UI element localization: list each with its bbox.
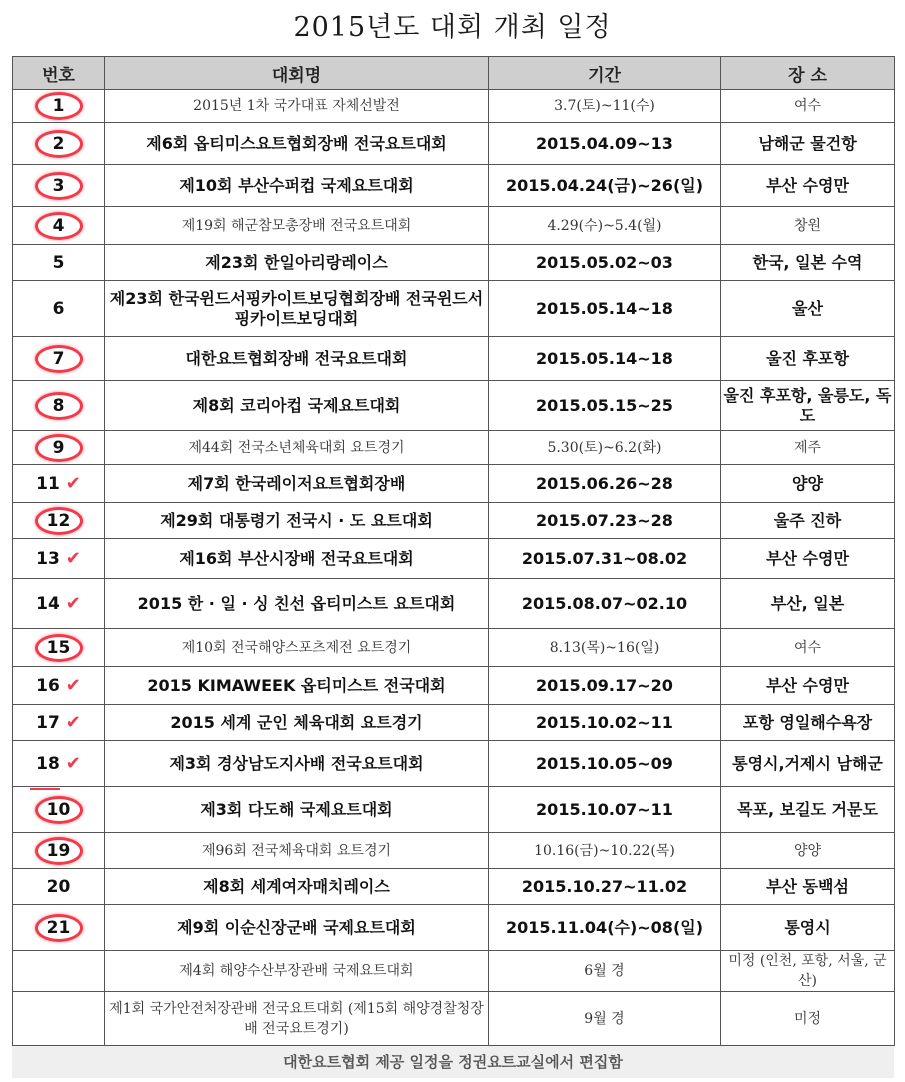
table-row [13, 741, 895, 787]
row-number: 7 [35, 345, 83, 373]
row-number: 1 [35, 92, 83, 120]
row-place: 통영시 [721, 905, 895, 951]
row-period: 2015.07.31~08.02 [489, 539, 721, 579]
row-period: 2015.06.26~28 [489, 465, 721, 503]
row-event-name: 제3회 다도해 국제요트대회 [105, 787, 489, 833]
row-number-cell [13, 281, 105, 337]
page-title: 2015년도 대회 개최 일정 [293, 12, 612, 43]
row-number-cell [13, 431, 105, 465]
header-period: 기간 [489, 57, 721, 90]
row-event-name: 제96회 전국체육대회 요트경기 [105, 833, 489, 869]
row-number: 6 [52, 298, 65, 319]
row-event-name: 대한요트협회장배 전국요트대회 [105, 337, 489, 381]
row-event-name: 제3회 경상남도지사배 전국요트대회 [105, 741, 489, 787]
table-row [13, 705, 895, 741]
row-number: 4 [35, 212, 83, 240]
row-number: 15 [35, 634, 83, 662]
table-row [13, 123, 895, 165]
row-place: 부산, 일본 [721, 579, 895, 629]
row-place: 양양 [721, 833, 895, 869]
table-row [13, 207, 895, 245]
header-name: 대회명 [105, 57, 489, 90]
table-row [13, 245, 895, 281]
row-number-cell [13, 337, 105, 381]
check-mark-icon: ✔ [65, 753, 81, 774]
row-number-cell [13, 833, 105, 869]
row-number: 18 [36, 754, 60, 774]
red-underline-mark [30, 788, 60, 790]
table-row [13, 992, 895, 1046]
row-place: 부산 동백섬 [721, 869, 895, 905]
table-row [13, 833, 895, 869]
row-period: 2015.10.07~11 [489, 787, 721, 833]
check-mark-icon: ✔ [65, 712, 81, 733]
row-event-name: 제10회 부산수퍼컵 국제요트대회 [105, 165, 489, 207]
row-event-name: 제1회 국가안전처장관배 전국요트대회 (제15회 해양경찰청장배 전국요트경기) [105, 992, 489, 1046]
row-place: 제주 [721, 431, 895, 465]
row-place: 통영시,거제시 남해군 [721, 741, 895, 787]
table-row [13, 431, 895, 465]
row-number: 14 [36, 594, 60, 614]
row-number: 13 [36, 549, 60, 569]
row-number-cell [13, 207, 105, 245]
row-number: 12 [35, 507, 83, 535]
row-number-cell [13, 165, 105, 207]
row-period: 2015.07.23~28 [489, 503, 721, 539]
table-row [13, 869, 895, 905]
table-row [13, 90, 895, 123]
row-period: 2015.05.15~25 [489, 381, 721, 431]
row-number: 9 [35, 434, 83, 462]
row-period: 8.13(목)~16(일) [489, 629, 721, 667]
row-period: 10.16(금)~10.22(목) [489, 833, 721, 869]
row-event-name: 제9회 이순신장군배 국제요트대회 [105, 905, 489, 951]
row-number-cell [13, 905, 105, 951]
table-row [13, 337, 895, 381]
row-period: 6월 경 [489, 951, 721, 992]
row-event-name: 제16회 부산시장배 전국요트대회 [105, 539, 489, 579]
table-row [13, 381, 895, 431]
row-period: 2015.10.27~11.02 [489, 869, 721, 905]
row-number: 16 [36, 676, 60, 696]
row-event-name: 2015 세계 군인 체육대회 요트경기 [105, 705, 489, 741]
row-place: 부산 수영만 [721, 667, 895, 705]
table-row [13, 503, 895, 539]
table-row [13, 281, 895, 337]
row-number: 21 [35, 914, 83, 942]
header-place: 장 소 [721, 57, 895, 90]
table-row [13, 629, 895, 667]
table-row [13, 165, 895, 207]
row-number-cell [13, 629, 105, 667]
row-place: 포항 영일해수욕장 [721, 705, 895, 741]
row-event-name: 제44회 전국소년체육대회 요트경기 [105, 431, 489, 465]
row-number: 5 [52, 252, 65, 273]
row-place: 미정 (인천, 포항, 서울, 군산) [721, 951, 895, 992]
check-mark-icon: ✔ [65, 675, 81, 696]
table-row [13, 905, 895, 951]
row-number-cell [13, 787, 105, 833]
row-period: 2015.11.04(수)~08(일) [489, 905, 721, 951]
row-event-name: 제8회 세계여자매치레이스 [105, 869, 489, 905]
row-place: 남해군 물건항 [721, 123, 895, 165]
check-mark-icon: ✔ [65, 593, 81, 614]
row-number-cell [13, 741, 105, 787]
row-event-name: 제23회 한일아리랑레이스 [105, 245, 489, 281]
row-number: 17 [36, 713, 60, 733]
row-period: 2015.05.14~18 [489, 337, 721, 381]
row-period: 2015.09.17~20 [489, 667, 721, 705]
row-place: 목포, 보길도 거문도 [721, 787, 895, 833]
row-place: 한국, 일본 수역 [721, 245, 895, 281]
row-event-name: 2015 한 · 일 · 싱 친선 옵티미스트 요트대회 [105, 579, 489, 629]
check-mark-icon: ✔ [65, 548, 81, 569]
row-place: 부산 수영만 [721, 165, 895, 207]
row-event-name: 제10회 전국해양스포츠제전 요트경기 [105, 629, 489, 667]
row-place: 울진 후포항 [721, 337, 895, 381]
row-number: 19 [35, 837, 83, 865]
row-number-cell [13, 381, 105, 431]
row-number-cell [13, 951, 105, 992]
row-number: 20 [46, 876, 71, 897]
row-number: 10 [35, 796, 83, 824]
row-period: 2015.08.07~02.10 [489, 579, 721, 629]
row-event-name: 2015년 1차 국가대표 자체선발전 [105, 90, 489, 123]
row-number-cell [13, 465, 105, 503]
row-place: 양양 [721, 465, 895, 503]
table-row [13, 951, 895, 992]
row-event-name: 제8회 코리아컵 국제요트대회 [105, 381, 489, 431]
table-row [13, 465, 895, 503]
schedule-table [12, 56, 895, 1046]
row-number: 8 [35, 392, 83, 420]
row-number: 2 [35, 130, 83, 158]
table-header-row [13, 57, 895, 90]
table-row [13, 539, 895, 579]
row-event-name: 제29회 대통령기 전국시 · 도 요트대회 [105, 503, 489, 539]
row-number-cell [13, 705, 105, 741]
row-place: 울주 진하 [721, 503, 895, 539]
table-row [13, 787, 895, 833]
row-period: 9월 경 [489, 992, 721, 1046]
table-row [13, 579, 895, 629]
row-number-cell [13, 579, 105, 629]
row-period: 2015.05.02~03 [489, 245, 721, 281]
row-number: 3 [35, 172, 83, 200]
row-period: 3.7(토)~11(수) [489, 90, 721, 123]
row-period: 2015.10.05~09 [489, 741, 721, 787]
table-body [13, 90, 895, 1046]
row-number-cell [13, 245, 105, 281]
row-place: 여수 [721, 629, 895, 667]
row-period: 4.29(수)~5.4(월) [489, 207, 721, 245]
row-number-cell [13, 992, 105, 1046]
row-place: 부산 수영만 [721, 539, 895, 579]
row-number-cell [13, 667, 105, 705]
row-event-name: 제4회 해양수산부장관배 국제요트대회 [105, 951, 489, 992]
row-event-name: 제23회 한국윈드서핑카이트보딩협회장배 전국윈드서핑카이트보딩대회 [105, 281, 489, 337]
row-place: 창원 [721, 207, 895, 245]
row-place: 여수 [721, 90, 895, 123]
row-number-cell [13, 90, 105, 123]
check-mark-icon: ✔ [65, 473, 81, 494]
row-place: 울진 후포항, 울릉도, 독도 [721, 381, 895, 431]
row-number-cell [13, 869, 105, 905]
row-number: 11 [36, 474, 60, 494]
row-event-name: 제19회 해군참모총장배 전국요트대회 [105, 207, 489, 245]
footer-note: 대한요트협회 제공 일정을 정권요트교실에서 편집함 [12, 1046, 894, 1078]
row-period: 2015.04.24(금)~26(일) [489, 165, 721, 207]
row-period: 2015.05.14~18 [489, 281, 721, 337]
table-row [13, 667, 895, 705]
row-number-cell [13, 539, 105, 579]
row-event-name: 2015 KIMAWEEK 옵티미스트 전국대회 [105, 667, 489, 705]
row-place: 미정 [721, 992, 895, 1046]
row-period: 2015.10.02~11 [489, 705, 721, 741]
row-number-cell [13, 503, 105, 539]
row-number-cell [13, 123, 105, 165]
row-event-name: 제6회 옵티미스요트협회장배 전국요트대회 [105, 123, 489, 165]
row-period: 2015.04.09~13 [489, 123, 721, 165]
row-event-name: 제7회 한국레이저요트협회장배 [105, 465, 489, 503]
header-no: 번호 [13, 57, 105, 90]
row-place: 울산 [721, 281, 895, 337]
row-period: 5.30(토)~6.2(화) [489, 431, 721, 465]
